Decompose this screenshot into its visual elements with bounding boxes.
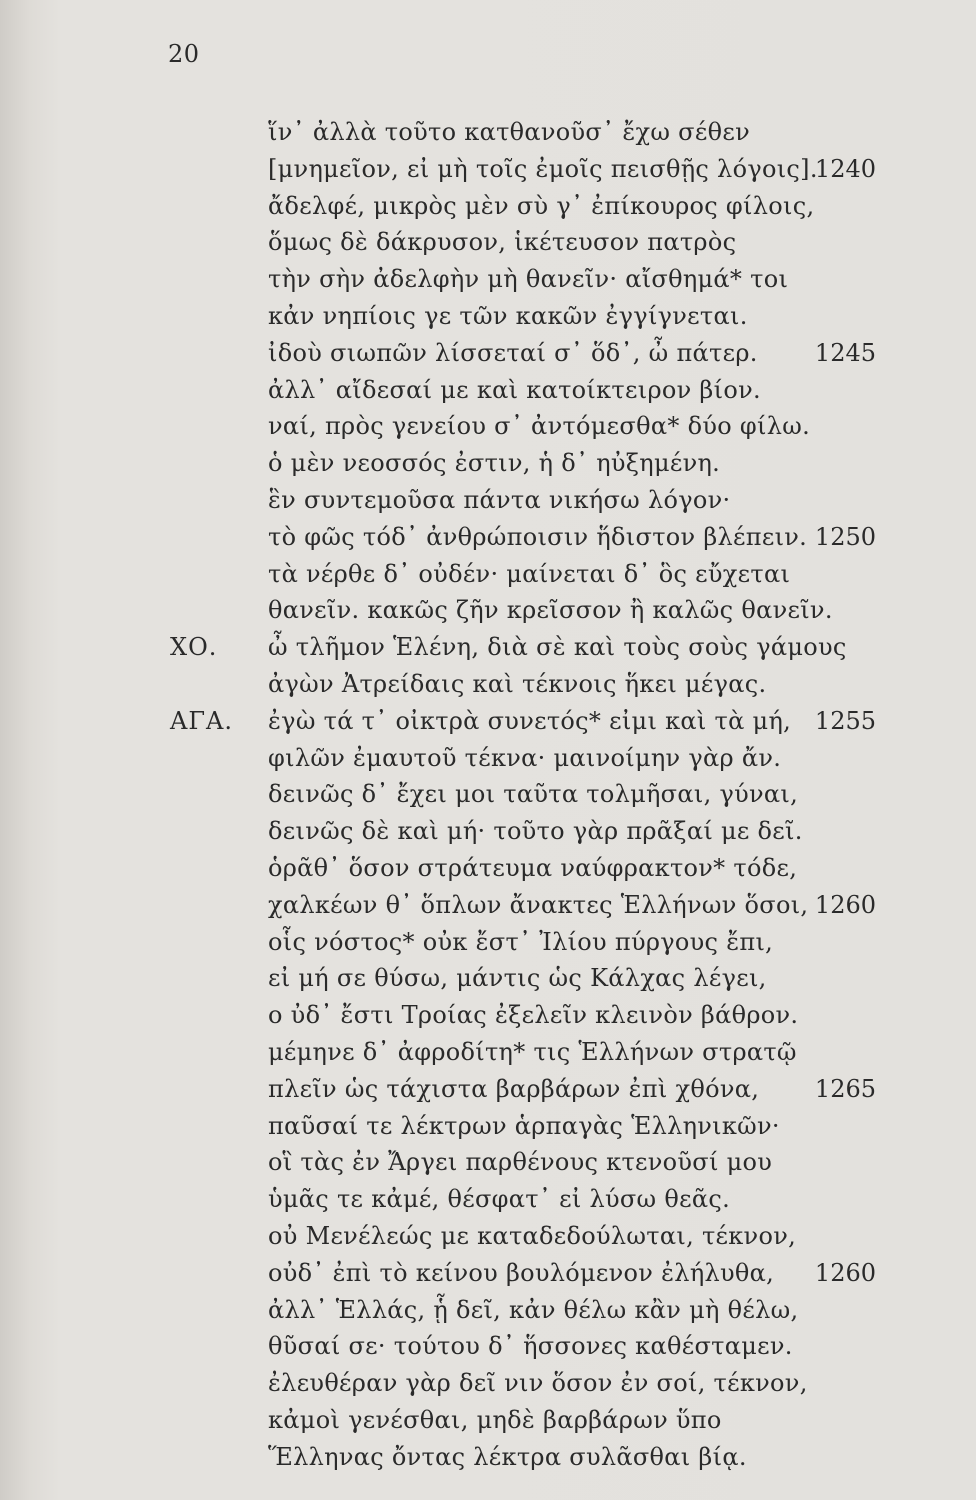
verse-text: ἀλλ᾿ αἴδεσαί με καὶ κατοίκτειρον βίον. <box>268 375 761 404</box>
verse-line <box>0 633 976 667</box>
verse-line <box>0 339 976 373</box>
verse-text: μέμηνε δ᾿ ἀφροδίτη* τις Ἑλλήνων στρατῷ <box>268 1038 797 1066</box>
verse-line <box>0 1075 976 1109</box>
verse-line <box>0 486 976 520</box>
verse-line <box>0 1112 976 1146</box>
verse-line <box>0 1001 976 1035</box>
verse-line <box>0 523 976 557</box>
verse-text: ὦ τλῆμον Ἑλένη, διὰ σὲ καὶ τοὺς σοὺς γάμους <box>268 633 847 662</box>
verse-line <box>0 854 976 888</box>
line-number: 1255 <box>814 706 876 735</box>
verse-text: ὁρᾶθ᾿ ὅσον στράτευμα ναύφρακτον* τόδε, <box>268 854 798 882</box>
verse-text: τὸ φῶς τόδ᾿ ἀνθρώποισιν ἥδιστον βλέπειν. <box>268 522 808 551</box>
verse-line <box>0 228 976 262</box>
verse-line <box>0 192 976 226</box>
verse-line <box>0 376 976 410</box>
verse-text: ἀλλ᾿ Ἑλλάς, ᾗ δεῖ, κἀν θέλω κἂν μὴ θέλω, <box>268 1295 799 1324</box>
verse-line <box>0 744 976 778</box>
verse-line <box>0 265 976 299</box>
verse-line <box>0 449 976 483</box>
verse-text: ὅμως δὲ δάκρυσον, ἱκέτευσον πατρὸς <box>268 228 737 257</box>
verse-text: δεινῶς δὲ καὶ μή· τοῦτο γὰρ πρᾶξαί με δεῖ. <box>268 817 803 846</box>
verse-text: εἰ μή σε θύσω, μάντις ὡς Κάλχας λέγει, <box>268 964 767 993</box>
verse-text: παῦσαί τε λέκτρων ἁρπαγὰς Ἑλληνικῶν· <box>268 1111 780 1140</box>
line-number: 1250 <box>814 522 876 551</box>
verse-line <box>0 964 976 998</box>
verse-text: θῦσαί σε· τούτου δ᾿ ἥσσονες καθέσταμεν. <box>268 1332 793 1361</box>
verse-line <box>0 817 976 851</box>
verse-text: φιλῶν ἐμαυτοῦ τέκνα· μαινοίμην γὰρ ἄν. <box>268 743 782 772</box>
verse-line <box>0 1185 976 1219</box>
verse-text: οἳ τὰς ἐν Ἄργει παρθένους κτενοῦσί μου <box>268 1148 773 1177</box>
line-number: 1260 <box>814 890 876 919</box>
verse-text: οὐδ᾿ ἐπὶ τὸ κείνου βουλόμενον ἐλήλυθα, <box>268 1258 775 1287</box>
verse-line <box>0 1443 976 1477</box>
verse-text: ἀγὼν Ἀτρείδαις καὶ τέκνοις ἥκει μέγας. <box>268 670 767 698</box>
verse-line <box>0 560 976 594</box>
verse-text: ἵν᾿ ἀλλὰ τοῦτο κατθανοῦσ᾿ ἔχω σέθεν <box>268 118 750 146</box>
verse-text: θανεῖν. κακῶς ζῆν κρεῖσσον ἢ καλῶς θανεῖν. <box>268 596 833 625</box>
line-number: 1240 <box>814 154 876 183</box>
page-number: 20 <box>168 40 200 68</box>
verse-text: τὰ νέρθε δ᾿ οὐδέν· μαίνεται δ᾿ ὃς εὔχεται <box>268 559 791 588</box>
verse-line <box>0 1259 976 1293</box>
speaker-label: ΑΓΑ. <box>170 706 233 735</box>
verse-text: ἐγὼ τά τ᾿ οἰκτρὰ συνετός* εἰμι καὶ τὰ μή, <box>268 706 792 735</box>
verse-line <box>0 118 976 152</box>
verse-line <box>0 1296 976 1330</box>
verse-text: οἷς νόστος* οὐκ ἔστ᾿ Ἰλίου πύργους ἔπι, <box>268 927 774 956</box>
verse-text: οὐ Μενέλεώς με καταδεδούλωται, τέκνον, <box>268 1222 797 1250</box>
line-number: 1245 <box>814 338 876 367</box>
verse-text: ὁ μὲν νεοσσός ἐστιν, ἡ δ᾿ ηὐξημένη. <box>268 449 721 478</box>
verse-text: πλεῖν ὡς τάχιστα βαρβάρων ἐπὶ χθόνα, <box>268 1074 760 1103</box>
verse-line <box>0 1148 976 1182</box>
verse-line <box>0 1406 976 1440</box>
verse-text: ο ὐδ᾿ ἔστι Τροίας ἐξελεῖν κλεινὸν βάθρον. <box>268 1001 799 1030</box>
line-number: 1265 <box>814 1074 876 1103</box>
speaker-label: ΧΟ. <box>170 633 218 662</box>
verse-line <box>0 1369 976 1403</box>
verse-line <box>0 707 976 741</box>
verse-line <box>0 1332 976 1366</box>
verse-line <box>0 780 976 814</box>
verse-line <box>0 670 976 704</box>
verse-line <box>0 412 976 446</box>
verse-text: ἐλευθέραν γὰρ δεῖ νιν ὅσον ἐν σοί, τέκνον, <box>268 1369 808 1398</box>
verse-text: ἓν συντεμοῦσα πάντα νικήσω λόγον· <box>268 486 731 514</box>
verse-text: κἀν νηπίοις γε τῶν κακῶν ἐγγίγνεται. <box>268 302 748 330</box>
verse-text: ἰδοὺ σιωπῶν λίσσεταί σ᾿ ὅδ᾿, ὦ πάτερ. <box>268 338 758 367</box>
verse-line <box>0 928 976 962</box>
verse-line <box>0 891 976 925</box>
verse-text: ὑμᾶς τε κἀμέ, θέσφατ᾿ εἰ λύσω θεᾶς. <box>268 1185 730 1214</box>
verse-text: Ἕλληνας ὄντας λέκτρα συλᾶσθαι βίᾳ. <box>268 1442 747 1471</box>
verse-text: ναί, πρὸς γενείου σ᾿ ἀντόμεσθα* δύο φίλω. <box>268 412 811 441</box>
verse-text: χαλκέων θ᾿ ὅπλων ἄνακτες Ἑλλήνων ὅσοι, <box>268 890 809 919</box>
verse-line <box>0 302 976 336</box>
verse-line <box>0 155 976 189</box>
verse-text: ἄδελφέ, μικρὸς μὲν σὺ γ᾿ ἐπίκουρος φίλοις, <box>268 191 815 220</box>
verse-text: τὴν σὴν ἀδελφὴν μὴ θανεῖν· αἴσθημά* τοι <box>268 265 789 294</box>
verse-line <box>0 1038 976 1072</box>
verse-text: κἀμοὶ γενέσθαι, μηδὲ βαρβάρων ὕπο <box>268 1406 722 1434</box>
line-number: 1260 <box>814 1258 876 1287</box>
verse-line <box>0 1222 976 1256</box>
verse-text: [μνημεῖον, εἰ μὴ τοῖς ἐμοῖς πεισθῇς λόγοις]. <box>268 154 818 183</box>
verse-line <box>0 596 976 630</box>
verse-text: δεινῶς δ᾿ ἔχει μοι ταῦτα τολμῆσαι, γύναι, <box>268 780 799 809</box>
